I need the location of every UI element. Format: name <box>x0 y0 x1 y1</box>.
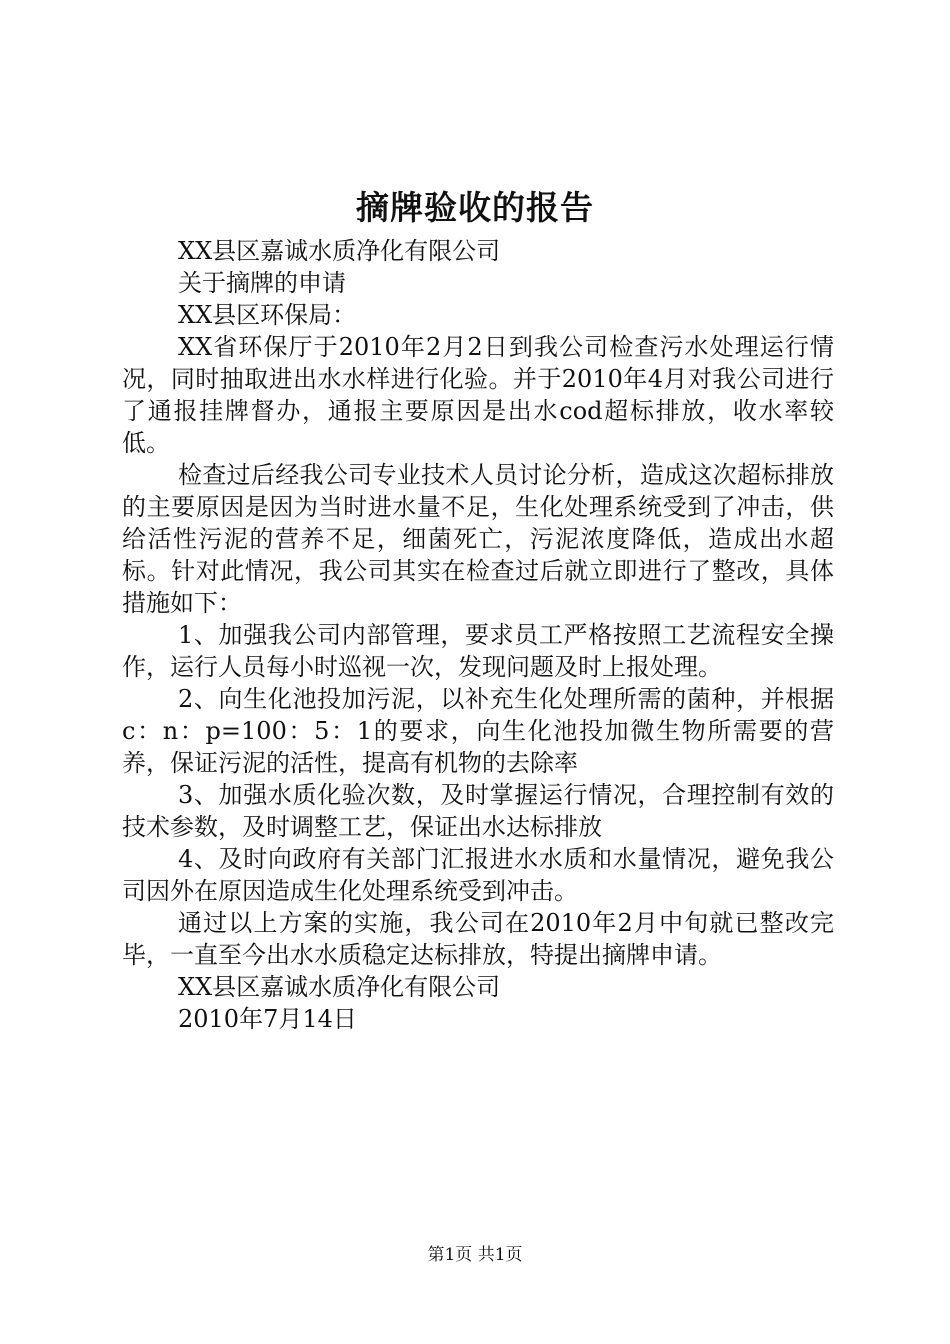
paragraph-measure-3: 3、加强水质化验次数，及时掌握运行情况，合理控制有效的技术参数，及时调整工艺，保证出水达标排放 <box>122 781 834 841</box>
paragraph-measure-1: 1、加强我公司内部管理，要求员工严格按照工艺流程安全操作，运行人员每小时巡视一次，发现问题及时上报处理。 <box>122 621 834 681</box>
paragraph-recipient: XX县区环保局： <box>178 301 357 329</box>
paragraph-measure-4: 4、及时向政府有关部门汇报进水水质和水量情况，避免我公司因外在原因造成生化处理系统受到冲击。 <box>122 845 834 905</box>
page-footer: 第1页 共1页 <box>427 1245 523 1265</box>
paragraph-measure-2: 2、向生化池投加污泥，以补充生化处理所需的菌种，并根据c：n：p=100：5：1的要求，向生化池投加微生物所需要的营养，保证污泥的活性，提高有机物的去除率 <box>122 685 834 777</box>
paragraph-analysis: 检查过后经我公司专业技术人员讨论分析，造成这次超标排放的主要原因是因为当时进水量不足，生化处理系统受到了冲击，供给活性污泥的营养不足，细菌死亡，污泥浓度降低，造成出水超标。针对此情况，我公司其实在检查过后就立即进行了整改，具体措施如下： <box>122 461 834 617</box>
paragraph-signature: XX县区嘉诚水质净化有限公司 <box>178 973 501 1001</box>
document-title: 摘牌验收的报告 <box>356 188 594 227</box>
paragraph-subject: 关于摘牌的申请 <box>178 269 346 297</box>
paragraph-date: 2010年7月14日 <box>178 1005 357 1033</box>
document-body <box>122 235 834 1035</box>
paragraph-conclusion: 通过以上方案的实施，我公司在2010年2月中旬就已整改完毕，一直至今出水水质稳定达标排放，特提出摘牌申请。 <box>122 909 834 969</box>
paragraph-background: XX省环保厅于2010年2月2日到我公司检查污水处理运行情况，同时抽取进出水水样进行化验。并于2010年4月对我公司进行了通报挂牌督办，通报主要原因是出水cod超标排放，收水率较低。 <box>122 333 834 457</box>
paragraph-company-name: XX县区嘉诚水质净化有限公司 <box>178 237 501 265</box>
